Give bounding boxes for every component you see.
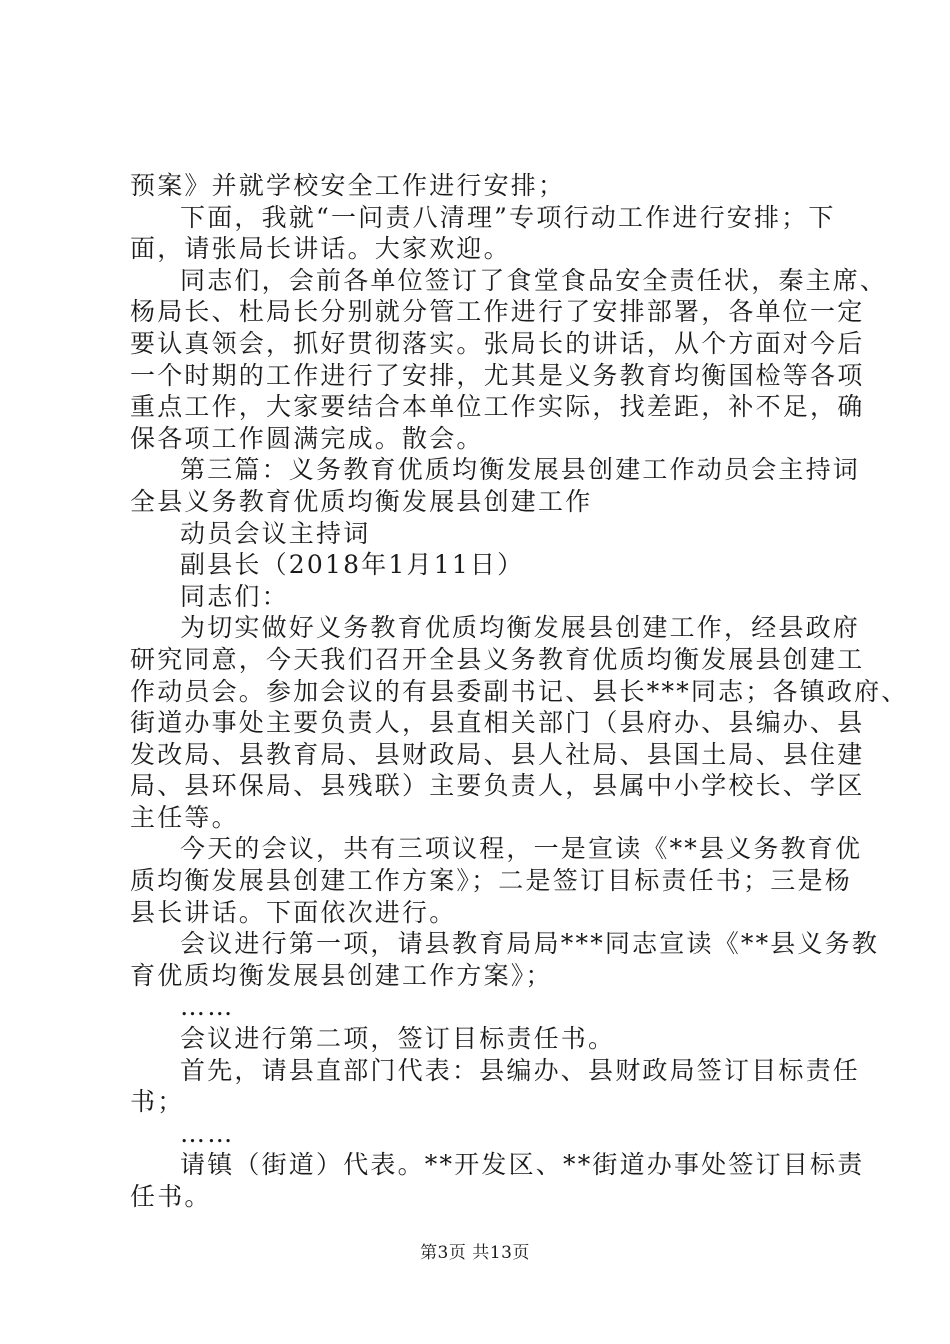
text-line: 书； bbox=[130, 1087, 185, 1117]
document-body bbox=[130, 170, 909, 1213]
text-line: 质均衡发展县创建工作方案》；二是签订目标责任书；三是杨 bbox=[130, 866, 852, 896]
text-line: 请镇（街道）代表。**开发区、**街道办事处签订目标责 bbox=[180, 1150, 865, 1180]
page-number: 第3页 共13页 bbox=[420, 1243, 530, 1263]
section-heading: 第三篇：义务教育优质均衡发展县创建工作动员会主持词 bbox=[180, 455, 861, 485]
text-line: 研究同意，今天我们召开全县义务教育优质均衡发展县创建工 bbox=[130, 644, 865, 674]
text-line: 为切实做好义务教育优质均衡发展县创建工作，经县政府 bbox=[180, 613, 861, 643]
text-line: 面，请张局长讲话。大家欢迎。 bbox=[130, 234, 511, 264]
ellipsis-line: …… bbox=[180, 1118, 235, 1148]
text-line: 一个时期的工作进行了安排，尤其是义务教育均衡国检等各项 bbox=[130, 360, 865, 390]
text-line: 同志们，会前各单位签订了食堂食品安全责任状，秦主席、 bbox=[180, 265, 888, 295]
text-line: 发改局、县教育局、县财政局、县人社局、县国土局、县住建 bbox=[130, 739, 865, 769]
text-line: 杨局长、杜局长分别就分管工作进行了安排部署，各单位一定 bbox=[130, 297, 865, 327]
document-title: 全县义务教育优质均衡发展县创建工作 bbox=[130, 486, 593, 516]
text-line: 育优质均衡发展县创建工作方案》； bbox=[130, 960, 553, 990]
text-line: 会议进行第一项，请县教育局局***同志宣读《**县义务教 bbox=[180, 929, 880, 959]
text-line: 作动员会。参加会议的有县委副书记、县长***同志；各镇政府、 bbox=[130, 676, 909, 706]
text-line: 任书。 bbox=[130, 1182, 212, 1211]
text-line: 保各项工作圆满完成。散会。 bbox=[130, 423, 484, 453]
text-line: 预案》并就学校安全工作进行安排； bbox=[130, 171, 566, 200]
speaker-date: 副县长（2018年1月11日） bbox=[180, 550, 525, 580]
salutation: 同志们： bbox=[180, 581, 289, 611]
text-line: 今天的会议，共有三项议程，一是宣读《**县义务教育优 bbox=[180, 834, 863, 864]
text-line: 县长讲话。下面依次进行。 bbox=[130, 897, 457, 927]
text-line: 局、县环保局、县残联）主要负责人，县属中小学校长、学区 bbox=[130, 771, 865, 801]
page-footer bbox=[0, 1242, 950, 1264]
text-line: 会议进行第二项，签订目标责任书。 bbox=[180, 1024, 616, 1054]
text-line: 首先，请县直部门代表：县编办、县财政局签订目标责任 bbox=[180, 1055, 861, 1085]
document-subtitle: 动员会议主持词 bbox=[180, 518, 371, 548]
text-line: 街道办事处主要负责人，县直相关部门（县府办、县编办、县 bbox=[130, 708, 865, 738]
text-line: 重点工作，大家要结合本单位工作实际，找差距，补不足，确 bbox=[130, 392, 865, 422]
text-line: 主任等。 bbox=[130, 802, 239, 832]
text-line: 下面，我就“一问责八清理”专项行动工作进行安排；下 bbox=[180, 202, 836, 232]
ellipsis-line: …… bbox=[180, 992, 235, 1022]
text-line: 要认真领会，抓好贯彻落实。张局长的讲话，从个方面对今后 bbox=[130, 328, 865, 358]
